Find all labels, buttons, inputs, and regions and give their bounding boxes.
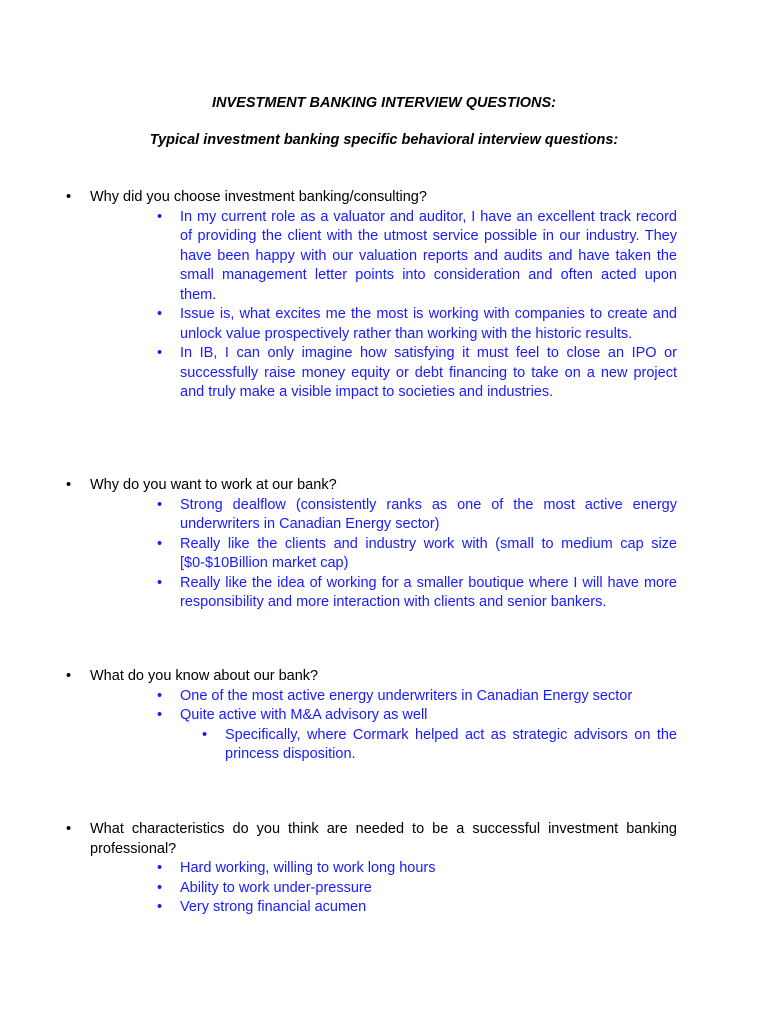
bullet-icon: • <box>202 726 208 743</box>
answer-item <box>157 687 677 707</box>
answer-list <box>66 859 677 918</box>
bullet-icon: • <box>157 306 163 322</box>
document-title: INVESTMENT BANKING INTERVIEW QUESTIONS: <box>212 95 556 111</box>
bullet-icon: • <box>157 496 163 513</box>
question-section-1 <box>66 188 677 403</box>
question-item <box>66 667 677 687</box>
answer-text: Hard working, willing to work long hours <box>180 860 436 876</box>
bullet-icon: • <box>157 687 163 704</box>
answer-item <box>157 496 677 535</box>
document-subtitle: Typical investment banking specific behavioral interview questions: <box>149 132 619 148</box>
bullet-icon: • <box>157 879 163 896</box>
answer-text: One of the most active energy underwriters in Canadian Energy sector <box>180 687 633 704</box>
answer-text: Strong dealflow (consistently ranks as one of the most active energy underwriters in Canadian Energy sector) <box>180 496 677 532</box>
answer-item <box>157 208 677 306</box>
answer-item <box>157 706 677 765</box>
answer-text: Issue is, what excites me the most is working with companies to create and unlock value prospectively rather than working with the historic results. <box>180 306 677 342</box>
sub-answer-text: Specifically, where Cormark helped act as strategic advisors on the princess disposition. <box>225 726 677 762</box>
answer-item <box>157 344 677 403</box>
answer-text: In IB, I can only imagine how satisfying it must feel to close an IPO or successfully raise money equity or debt financing to take on a new project and truly make a visible impact to societies and industries. <box>180 345 677 400</box>
answer-item <box>157 574 677 613</box>
question-section-2 <box>66 476 677 613</box>
sub-answer-list <box>180 726 677 765</box>
question-section-3 <box>66 667 677 765</box>
sub-answer-item <box>202 726 677 765</box>
question-text: What do you know about our bank? <box>90 668 319 684</box>
answer-item <box>157 859 677 879</box>
bullet-icon: • <box>157 345 163 361</box>
answer-list <box>66 496 677 613</box>
question-item <box>66 820 677 859</box>
answer-item <box>157 305 677 344</box>
bullet-icon: • <box>157 535 163 552</box>
question-text: What characteristics do you think are needed to be a successful investment banking professional? <box>90 821 677 857</box>
answer-list <box>66 208 677 403</box>
answer-text: Quite active with M&A advisory as well <box>180 707 428 723</box>
bullet-icon: • <box>66 189 72 205</box>
bullet-icon: • <box>66 821 72 837</box>
answer-text: Ability to work under-pressure <box>180 879 372 896</box>
bullet-icon: • <box>157 899 163 915</box>
bullet-icon: • <box>66 668 72 684</box>
answer-text: In my current role as a valuator and auditor, I have an excellent track record of providing the client with the utmost service possible in our industry. They have been happy with our valuation reports and audits and have taken the small management letter points into consideration and often acted upon them. <box>180 208 677 303</box>
question-item <box>66 476 677 496</box>
question-section-4 <box>66 820 677 918</box>
question-text: Why do you want to work at our bank? <box>90 477 337 493</box>
answer-text: Really like the idea of working for a smaller boutique where I will have more responsibility and more interaction with clients and senior bankers. <box>180 574 677 610</box>
answer-item <box>157 535 677 574</box>
answer-list <box>66 687 677 765</box>
answer-item <box>157 879 677 899</box>
bullet-icon: • <box>157 860 163 876</box>
bullet-icon: • <box>157 707 163 723</box>
question-text: Why did you choose investment banking/consulting? <box>90 189 427 205</box>
bullet-icon: • <box>157 574 163 591</box>
bullet-icon: • <box>66 477 72 493</box>
answer-text: Really like the clients and industry work with (small to medium cap size [$0-$10Billion market cap) <box>180 535 677 571</box>
question-item <box>66 188 677 208</box>
bullet-icon: • <box>157 208 163 225</box>
answer-text: Very strong financial acumen <box>180 899 367 915</box>
answer-item <box>157 898 677 918</box>
